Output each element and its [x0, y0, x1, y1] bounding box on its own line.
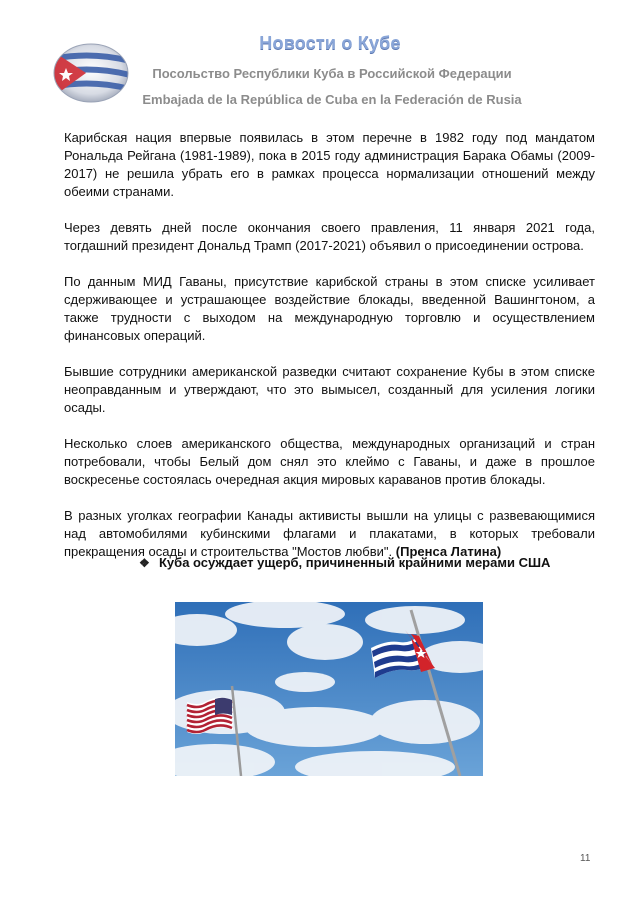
article-paragraph: Карибская нация впервые появилась в этом перечне в 1982 году под мандатом Рональда Рейгана (1981-1989), пока в 2015 году администрация Барака Обамы (2009-2017) не решила убрать его в рамках процесса нормализации отношений между обеими странами.: [64, 130, 595, 199]
page-number: 11: [580, 853, 591, 864]
diamond-bullet-icon: ❖: [139, 556, 150, 570]
article-paragraph: Несколько слоев американского общества, международных организаций и стран потребовали, чтобы Белый дом снял это клеймо с Гаваны, и даже в прошлое воскресенье состоялась очередная акция мировых караванов против блокады.: [64, 436, 595, 487]
newsletter-title: Новости о Кубе: [259, 33, 401, 53]
article-paragraph: Через девять дней после окончания своего правления, 11 января 2021 года, тогдашний президент Дональд Трамп (2017-2021) объявил о присоединении острова.: [64, 220, 595, 253]
cuban-flag-globe-icon: [52, 42, 130, 104]
article-body: [64, 129, 595, 579]
embassy-name-russian: Посольство Республики Куба в Российской Федерации: [152, 66, 512, 81]
article-paragraph: Бывшие сотрудники американской разведки считают сохранение Кубы в этом списке неоправданным и утверждают, что это вымысел, созданный для усиления логики осады.: [64, 364, 595, 415]
next-article-heading: [139, 555, 550, 570]
article-paragraph-last: [64, 507, 595, 561]
us-and-cuban-flags-photo: [175, 602, 483, 776]
article-last-text: В разных уголках географии Канады активисты вышли на улицы с развевающимися над автомобилями кубинскими флагами и плакатами, в которых требовали прекращения осады и строительства "Мостов любви".: [64, 508, 595, 559]
page-header: [0, 0, 642, 115]
article-source: (Пренса Латина): [395, 544, 502, 559]
next-article-title: Куба осуждает ущерб, причиненный крайними мерами США: [159, 555, 551, 570]
embassy-name-spanish: Embajada de la República de Cuba en la Federación de Rusia: [142, 92, 522, 107]
article-paragraph: По данным МИД Гаваны, присутствие карибской страны в этом списке усиливает сдерживающее и устрашающее воздействие блокады, введенной Вашингтоном, а также трудности с выходом на международную торговлю и осуществлением финансовых операций.: [64, 274, 595, 343]
